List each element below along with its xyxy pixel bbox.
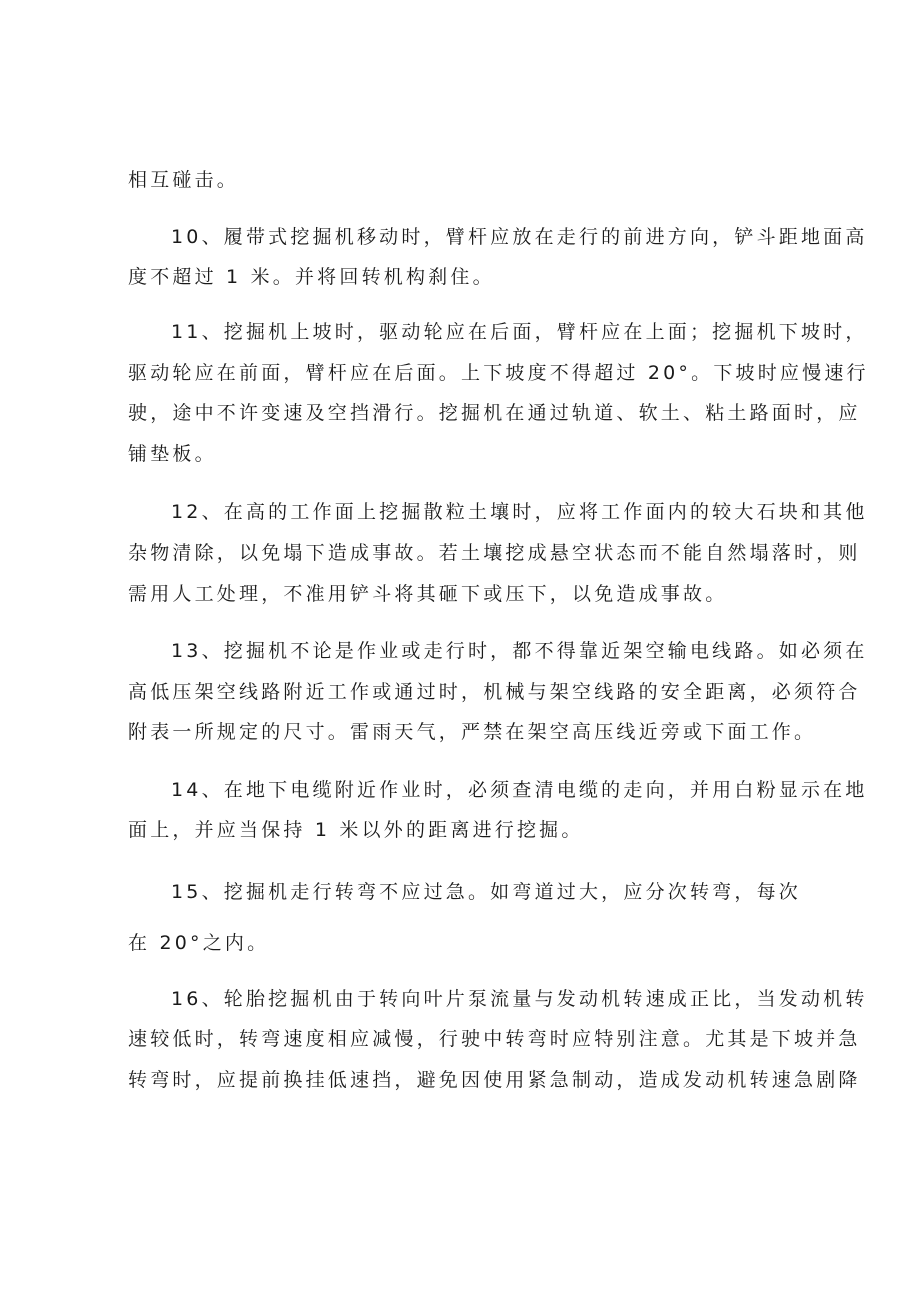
text-line: 铺垫板。 <box>128 443 217 465</box>
text-line: 12、在高的工作面上挖掘散粒土壤时，应将工作面内的较大石块和其他 <box>171 501 868 523</box>
text-line: 15、挖掘机走行转弯不应过急。如弯道过大，应分次转弯，每次 <box>171 881 801 903</box>
text-line: 转弯时，应提前换挂低速挡，避免因使用紧急制动，造成发动机转速急剧降 <box>128 1069 861 1091</box>
text-line: 速较低时，转弯速度相应减慢，行驶中转弯时应特别注意。尤其是下坡并急 <box>128 1028 861 1050</box>
text-line: 杂物清除，以免塌下造成事故。若土壤挖成悬空状态而不能自然塌落时，则 <box>128 542 861 564</box>
text-line: 需用人工处理，不准用铲斗将其砸下或压下，以免造成事故。 <box>128 583 728 605</box>
text-line: 度不超过 1 米。并将回转机构刹住。 <box>128 266 495 288</box>
text-line: 11、挖掘机上坡时，驱动轮应在后面，臂杆应在上面；挖掘机下坡时， <box>171 321 868 343</box>
text-line: 驶，途中不许变速及空挡滑行。挖掘机在通过轨道、软土、粘土路面时，应 <box>128 402 861 424</box>
text-line: 13、挖掘机不论是作业或走行时，都不得靠近架空输电线路。如必须在 <box>171 640 868 662</box>
text-line: 相互碰击。 <box>128 169 240 191</box>
text-line: 面上，并应当保持 1 米以外的距离进行挖掘。 <box>128 819 584 841</box>
text-line: 16、轮胎挖掘机由于转向叶片泵流量与发动机转速成正比，当发动机转 <box>171 988 868 1010</box>
text-line: 驱动轮应在前面，臂杆应在后面。上下坡度不得超过 20°。下坡时应慢速行 <box>128 362 869 384</box>
text-line: 10、履带式挖掘机移动时，臂杆应放在走行的前进方向，铲斗距地面高 <box>171 226 868 248</box>
text-line: 14、在地下电缆附近作业时，必须查清电缆的走向，并用白粉显示在地 <box>171 779 868 801</box>
text-line: 高低压架空线路附近工作或通过时，机械与架空线路的安全距离，必须符合 <box>128 681 861 703</box>
text-line: 在 20°之内。 <box>128 932 270 954</box>
text-line: 附表一所规定的尺寸。雷雨天气，严禁在架空高压线近旁或下面工作。 <box>128 721 817 743</box>
